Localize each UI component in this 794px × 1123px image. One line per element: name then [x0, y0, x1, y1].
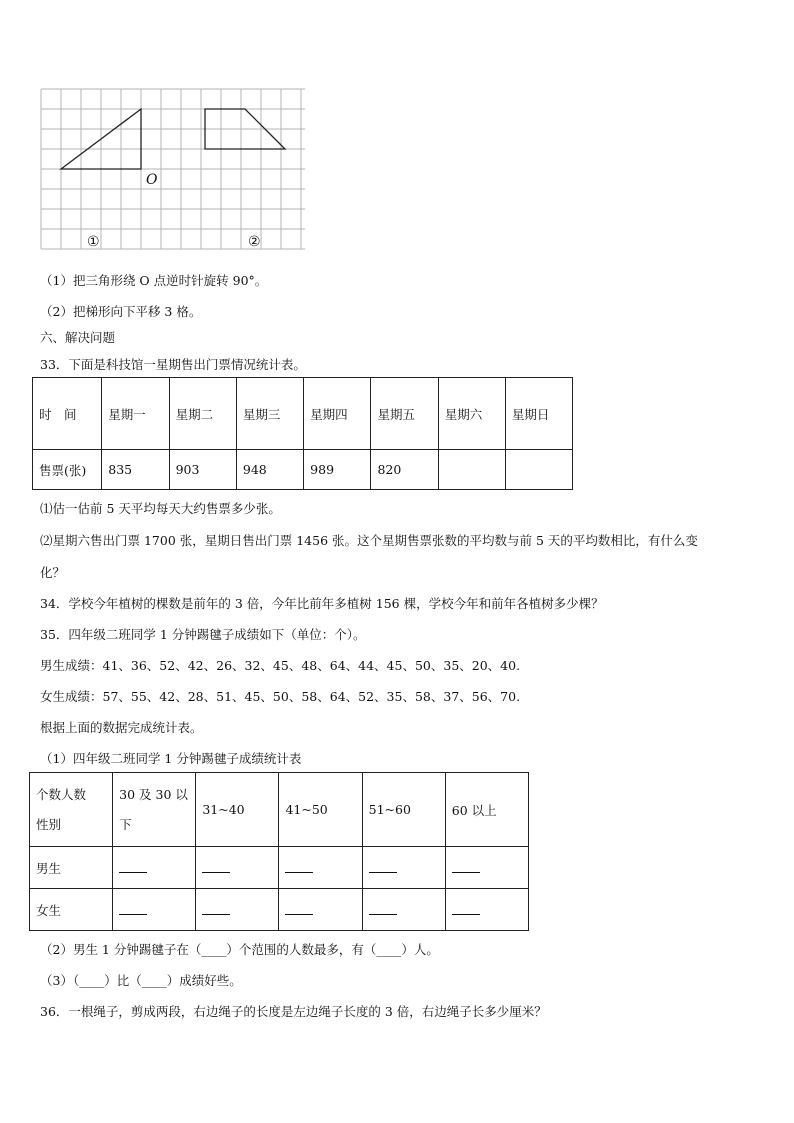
ticket-header-cell: 星期六 [438, 378, 505, 450]
answer-blank[interactable] [119, 860, 147, 873]
answer-blank[interactable] [452, 860, 480, 873]
ticket-header-cell: 时 间 [33, 378, 102, 450]
score-blank-cell[interactable] [362, 847, 445, 889]
score-col-header: 51~60 [362, 773, 445, 847]
ticket-header-cell: 星期二 [169, 378, 236, 450]
figure-marker-1: ① [87, 234, 100, 250]
ticket-value-cell: 820 [371, 450, 438, 490]
score-col-header: 41~50 [279, 773, 362, 847]
score-col-header: 31~40 [196, 773, 279, 847]
q36-text: 36．一根绳子，剪成两段，右边绳子的长度是左边绳子长度的 3 倍，右边绳子长多少厘米？ [40, 1004, 547, 1019]
answer-blank[interactable] [202, 860, 230, 873]
ticket-value-cell: 835 [102, 450, 169, 490]
q35-instruction: 根据上面的数据完成统计表。 [40, 720, 203, 735]
score-table [29, 772, 529, 931]
score-row-label: 男生 [30, 847, 113, 889]
answer-blank[interactable] [285, 902, 313, 915]
q33-sub2-line1: ⑵星期六售出门票 1700 张，星期日售出门票 1456 张。这个星期售票张数的平均数与前 5 天的平均数相比，有什么变 [40, 533, 698, 548]
score-corner-bottom: 性别 [36, 816, 62, 832]
ticket-row-label: 售票(张) [33, 450, 102, 490]
ticket-header-cell: 星期日 [505, 378, 572, 450]
answer-blank[interactable] [202, 902, 230, 915]
answer-blank[interactable] [285, 860, 313, 873]
score-blank-cell[interactable] [113, 847, 196, 889]
q33-stem: 33．下面是科技馆一星期售出门票情况统计表。 [40, 357, 306, 372]
score-blank-cell[interactable] [445, 889, 528, 931]
q35-stem: 35．四年级二班同学 1 分钟踢毽子成绩如下（单位：个）。 [40, 627, 366, 642]
score-blank-cell[interactable] [113, 889, 196, 931]
score-row-label: 女生 [30, 889, 113, 931]
score-col1-line1: 30 及 30 以 [119, 786, 188, 802]
ticket-value-cell [438, 450, 505, 490]
q35-sub3: （3）（____）比（____）成绩好些。 [40, 973, 242, 988]
section-title: 六、解决问题 [40, 330, 116, 345]
point-o-label: O [146, 172, 158, 188]
ticket-header-row [33, 378, 573, 450]
q33-sub2-line2: 化？ [40, 565, 66, 580]
ticket-header-cell: 星期五 [371, 378, 438, 450]
score-blank-cell[interactable] [196, 847, 279, 889]
score-header-row [30, 773, 529, 847]
score-col-header: 60 以上 [445, 773, 528, 847]
question-rotate: （1）把三角形绕 O 点逆时针旋转 90°。 [40, 273, 268, 288]
q33-sub1: ⑴估一估前 5 天平均每天大约售票多少张。 [40, 501, 281, 516]
q35-girls-scores: 女生成绩：57、55、42、28、51、45、50、58、64、52、35、58、37、56、70. [40, 689, 521, 704]
score-row-boys [30, 847, 529, 889]
score-col-header [113, 773, 196, 847]
answer-blank[interactable] [452, 902, 480, 915]
q35-boys-scores: 男生成绩：41、36、52、42、26、32、45、48、64、44、45、50、35、20、40. [40, 658, 521, 673]
score-blank-cell[interactable] [196, 889, 279, 931]
ticket-value-cell: 948 [236, 450, 303, 490]
ticket-table [32, 377, 573, 490]
answer-blank[interactable] [119, 902, 147, 915]
answer-blank[interactable] [369, 902, 397, 915]
ticket-header-cell: 星期一 [102, 378, 169, 450]
answer-blank[interactable] [369, 860, 397, 873]
ticket-header-cell: 星期四 [304, 378, 371, 450]
q35-table-title: （1）四年级二班同学 1 分钟踢毽子成绩统计表 [40, 751, 302, 766]
ticket-value-cell: 989 [304, 450, 371, 490]
ticket-value-cell [505, 450, 572, 490]
q34-text: 34．学校今年植树的棵数是前年的 3 倍，今年比前年多植树 156 棵，学校今年和前年各植树多少棵？ [40, 596, 604, 611]
score-blank-cell[interactable] [279, 847, 362, 889]
score-blank-cell[interactable] [362, 889, 445, 931]
grid-figure [40, 88, 306, 252]
score-col1-line2: 下 [119, 816, 132, 832]
score-blank-cell[interactable] [279, 889, 362, 931]
ticket-header-cell: 星期三 [236, 378, 303, 450]
score-blank-cell[interactable] [445, 847, 528, 889]
question-translate: （2）把梯形向下平移 3 格。 [40, 304, 202, 319]
score-corner-cell [30, 773, 113, 847]
score-corner-top: 个数人数 [36, 786, 87, 802]
ticket-value-cell: 903 [169, 450, 236, 490]
q35-sub2: （2）男生 1 分钟踢毽子在（____）个范围的人数最多，有（____）人。 [40, 942, 439, 957]
figure-marker-2: ② [248, 234, 261, 250]
ticket-value-row [33, 450, 573, 490]
score-row-girls [30, 889, 529, 931]
